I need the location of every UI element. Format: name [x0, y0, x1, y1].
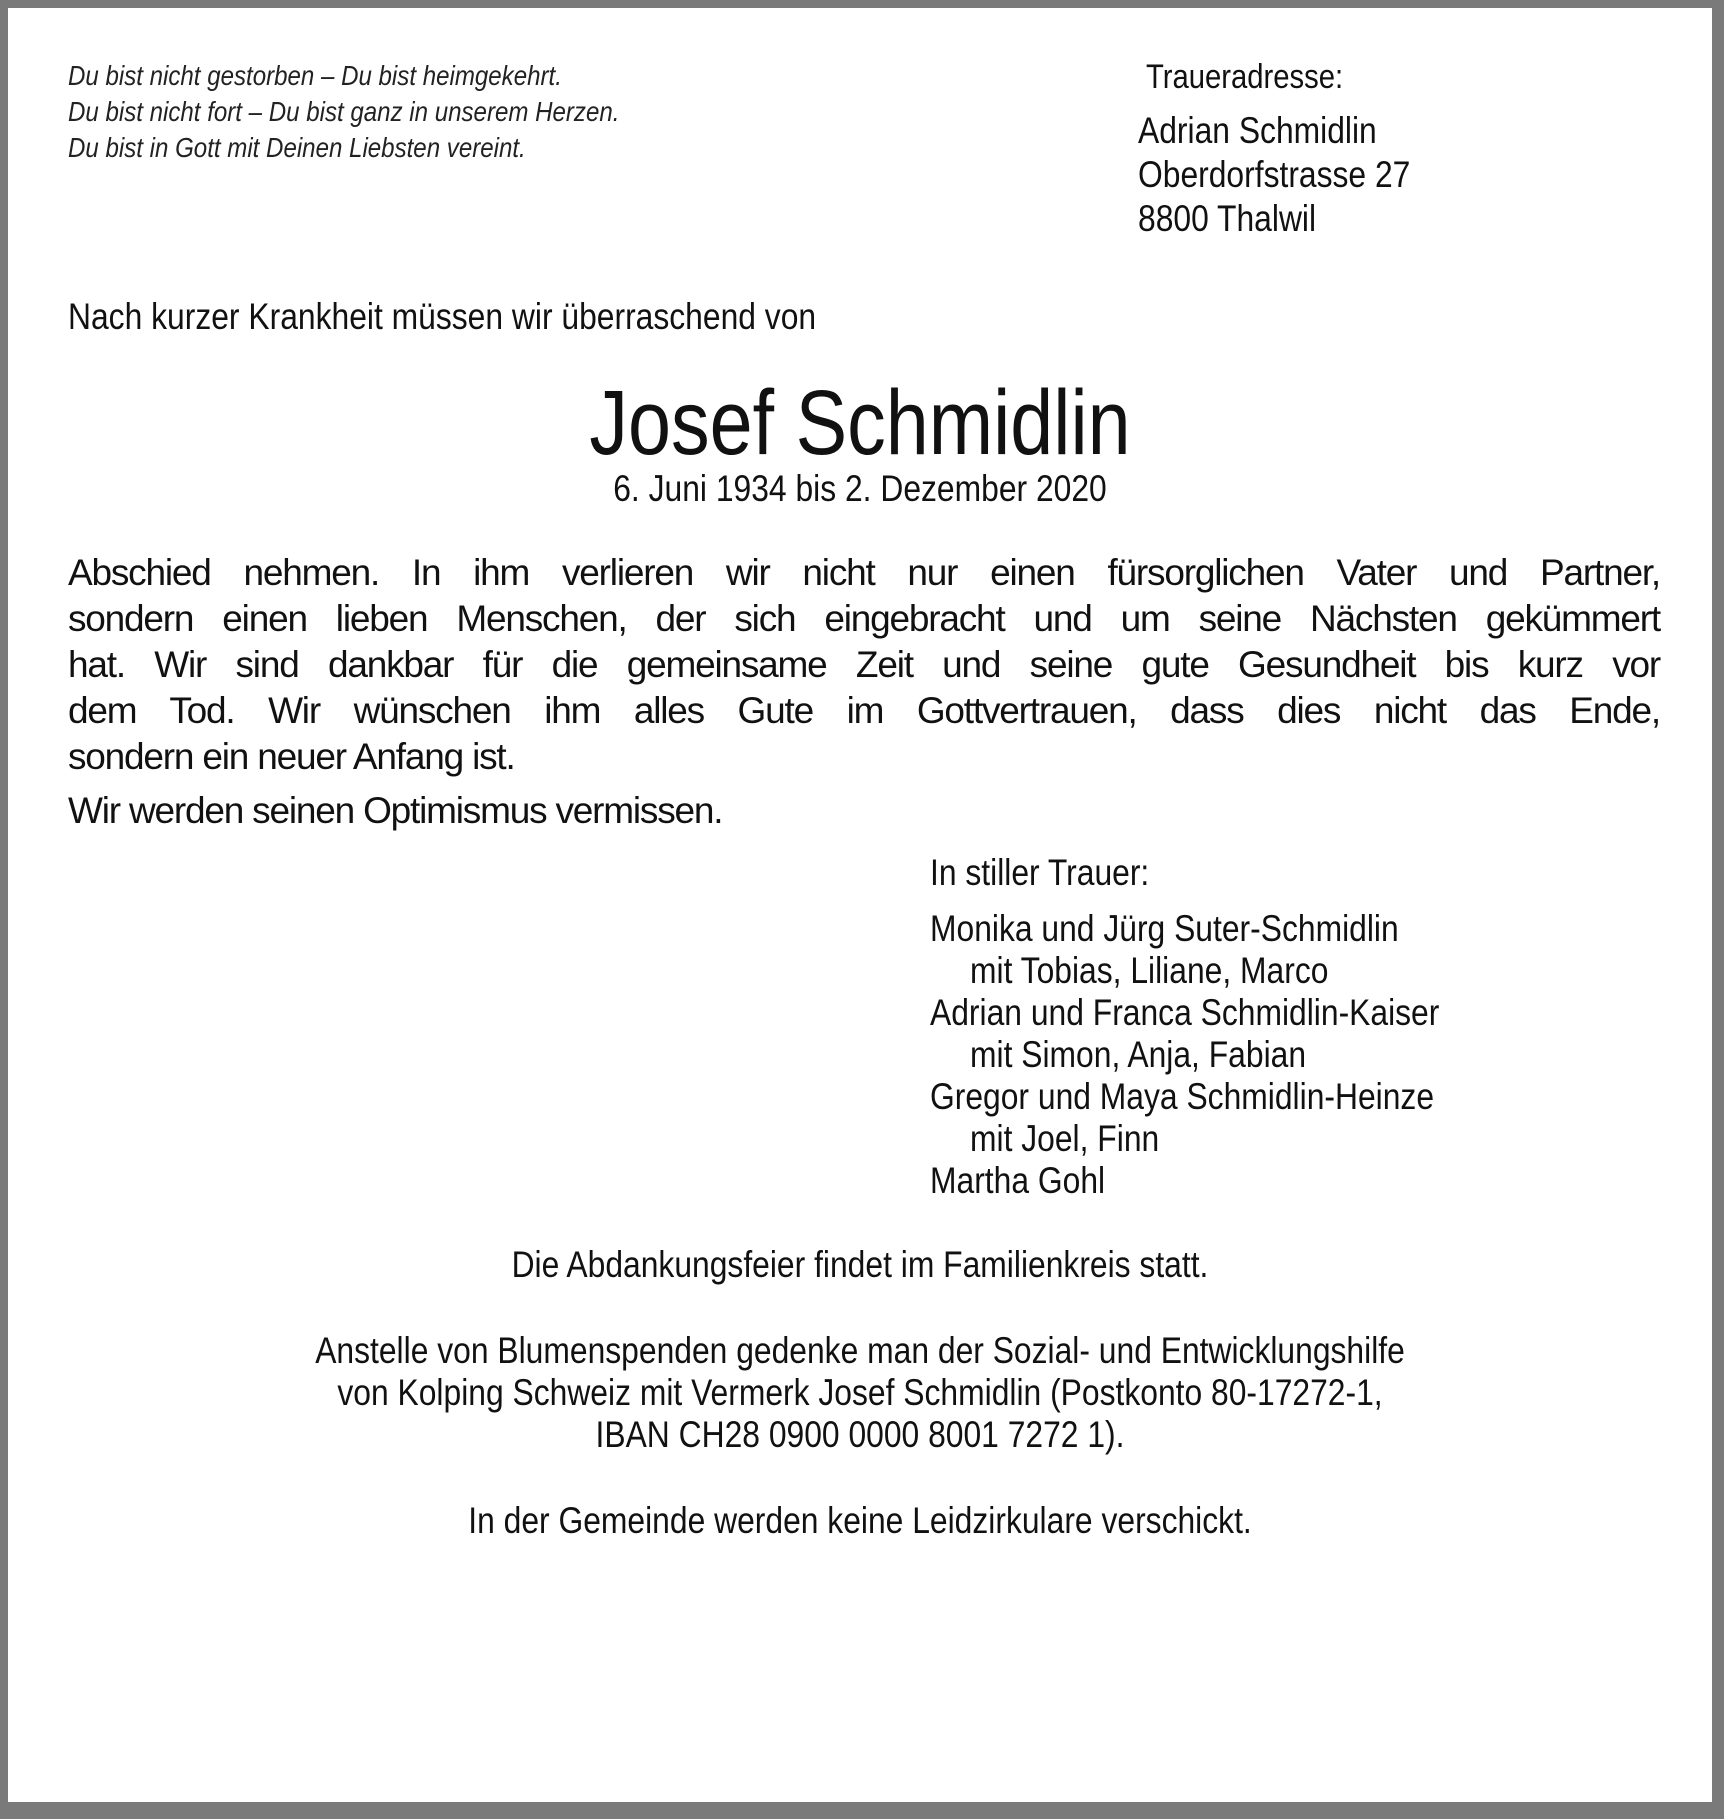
- donation-line: von Kolping Schweiz mit Vermerk Josef Schmidlin (Postkonto 80-17272-1,: [337, 1372, 1383, 1413]
- ceremony-note: Die Abdankungsfeier findet im Familienkreis statt.: [511, 1244, 1209, 1285]
- mourner-children: mit Tobias, Liliane, Marco: [970, 950, 1329, 991]
- paragraph-line: Abschied nehmen. In ihm verlieren wir nicht nur einen fürsorglichen Vater und Partner,: [68, 552, 1660, 593]
- mourner-entry: Monika und Jürg Suter-Schmidlin: [930, 908, 1399, 949]
- motto-line: Du bist nicht gestorben – Du bist heimgekehrt.: [68, 60, 562, 91]
- obituary-page: [8, 8, 1712, 1802]
- address-line: Oberdorfstrasse 27: [1138, 154, 1411, 195]
- address-line: Adrian Schmidlin: [1138, 110, 1377, 151]
- mourner-children: mit Joel, Finn: [970, 1118, 1160, 1159]
- address-line: 8800 Thalwil: [1138, 198, 1317, 239]
- mourner-entry: Adrian und Franca Schmidlin-Kaiser: [930, 992, 1440, 1033]
- donation-line: IBAN CH28 0900 0000 8001 7272 1).: [595, 1414, 1125, 1455]
- closing-sentence: Wir werden seinen Optimismus vermissen.: [68, 790, 723, 831]
- paragraph-line: dem Tod. Wir wünschen ihm alles Gute im Gottvertrauen, dass dies nicht das Ende,: [68, 690, 1660, 731]
- mourner-entry: Gregor und Maya Schmidlin-Heinze: [930, 1076, 1435, 1117]
- life-dates: 6. Juni 1934 bis 2. Dezember 2020: [613, 468, 1107, 509]
- motto-line: Du bist nicht fort – Du bist ganz in unserem Herzen.: [68, 96, 620, 127]
- paragraph-line: sondern ein neuer Anfang ist.: [68, 736, 515, 777]
- intro-text: Nach kurzer Krankheit müssen wir überraschend von: [68, 296, 817, 337]
- mourner-entry: Martha Gohl: [930, 1160, 1106, 1201]
- paragraph-line: sondern einen lieben Menschen, der sich eingebracht und um seine Nächsten gekümmert: [68, 598, 1660, 639]
- circular-notice: In der Gemeinde werden keine Leidzirkulare verschickt.: [468, 1500, 1252, 1541]
- mourner-children: mit Simon, Anja, Fabian: [970, 1034, 1307, 1075]
- donation-line: Anstelle von Blumenspenden gedenke man der Sozial- und Entwicklungshilfe: [315, 1330, 1405, 1371]
- deceased-name: Josef Schmidlin: [589, 372, 1131, 474]
- mourners-heading: In stiller Trauer:: [930, 852, 1150, 893]
- paragraph-line: hat. Wir sind dankbar für die gemeinsame Zeit und seine gute Gesundheit bis kurz vor: [68, 644, 1660, 685]
- address-heading: Traueradresse:: [1146, 58, 1344, 96]
- motto-line: Du bist in Gott mit Deinen Liebsten vereint.: [68, 132, 526, 163]
